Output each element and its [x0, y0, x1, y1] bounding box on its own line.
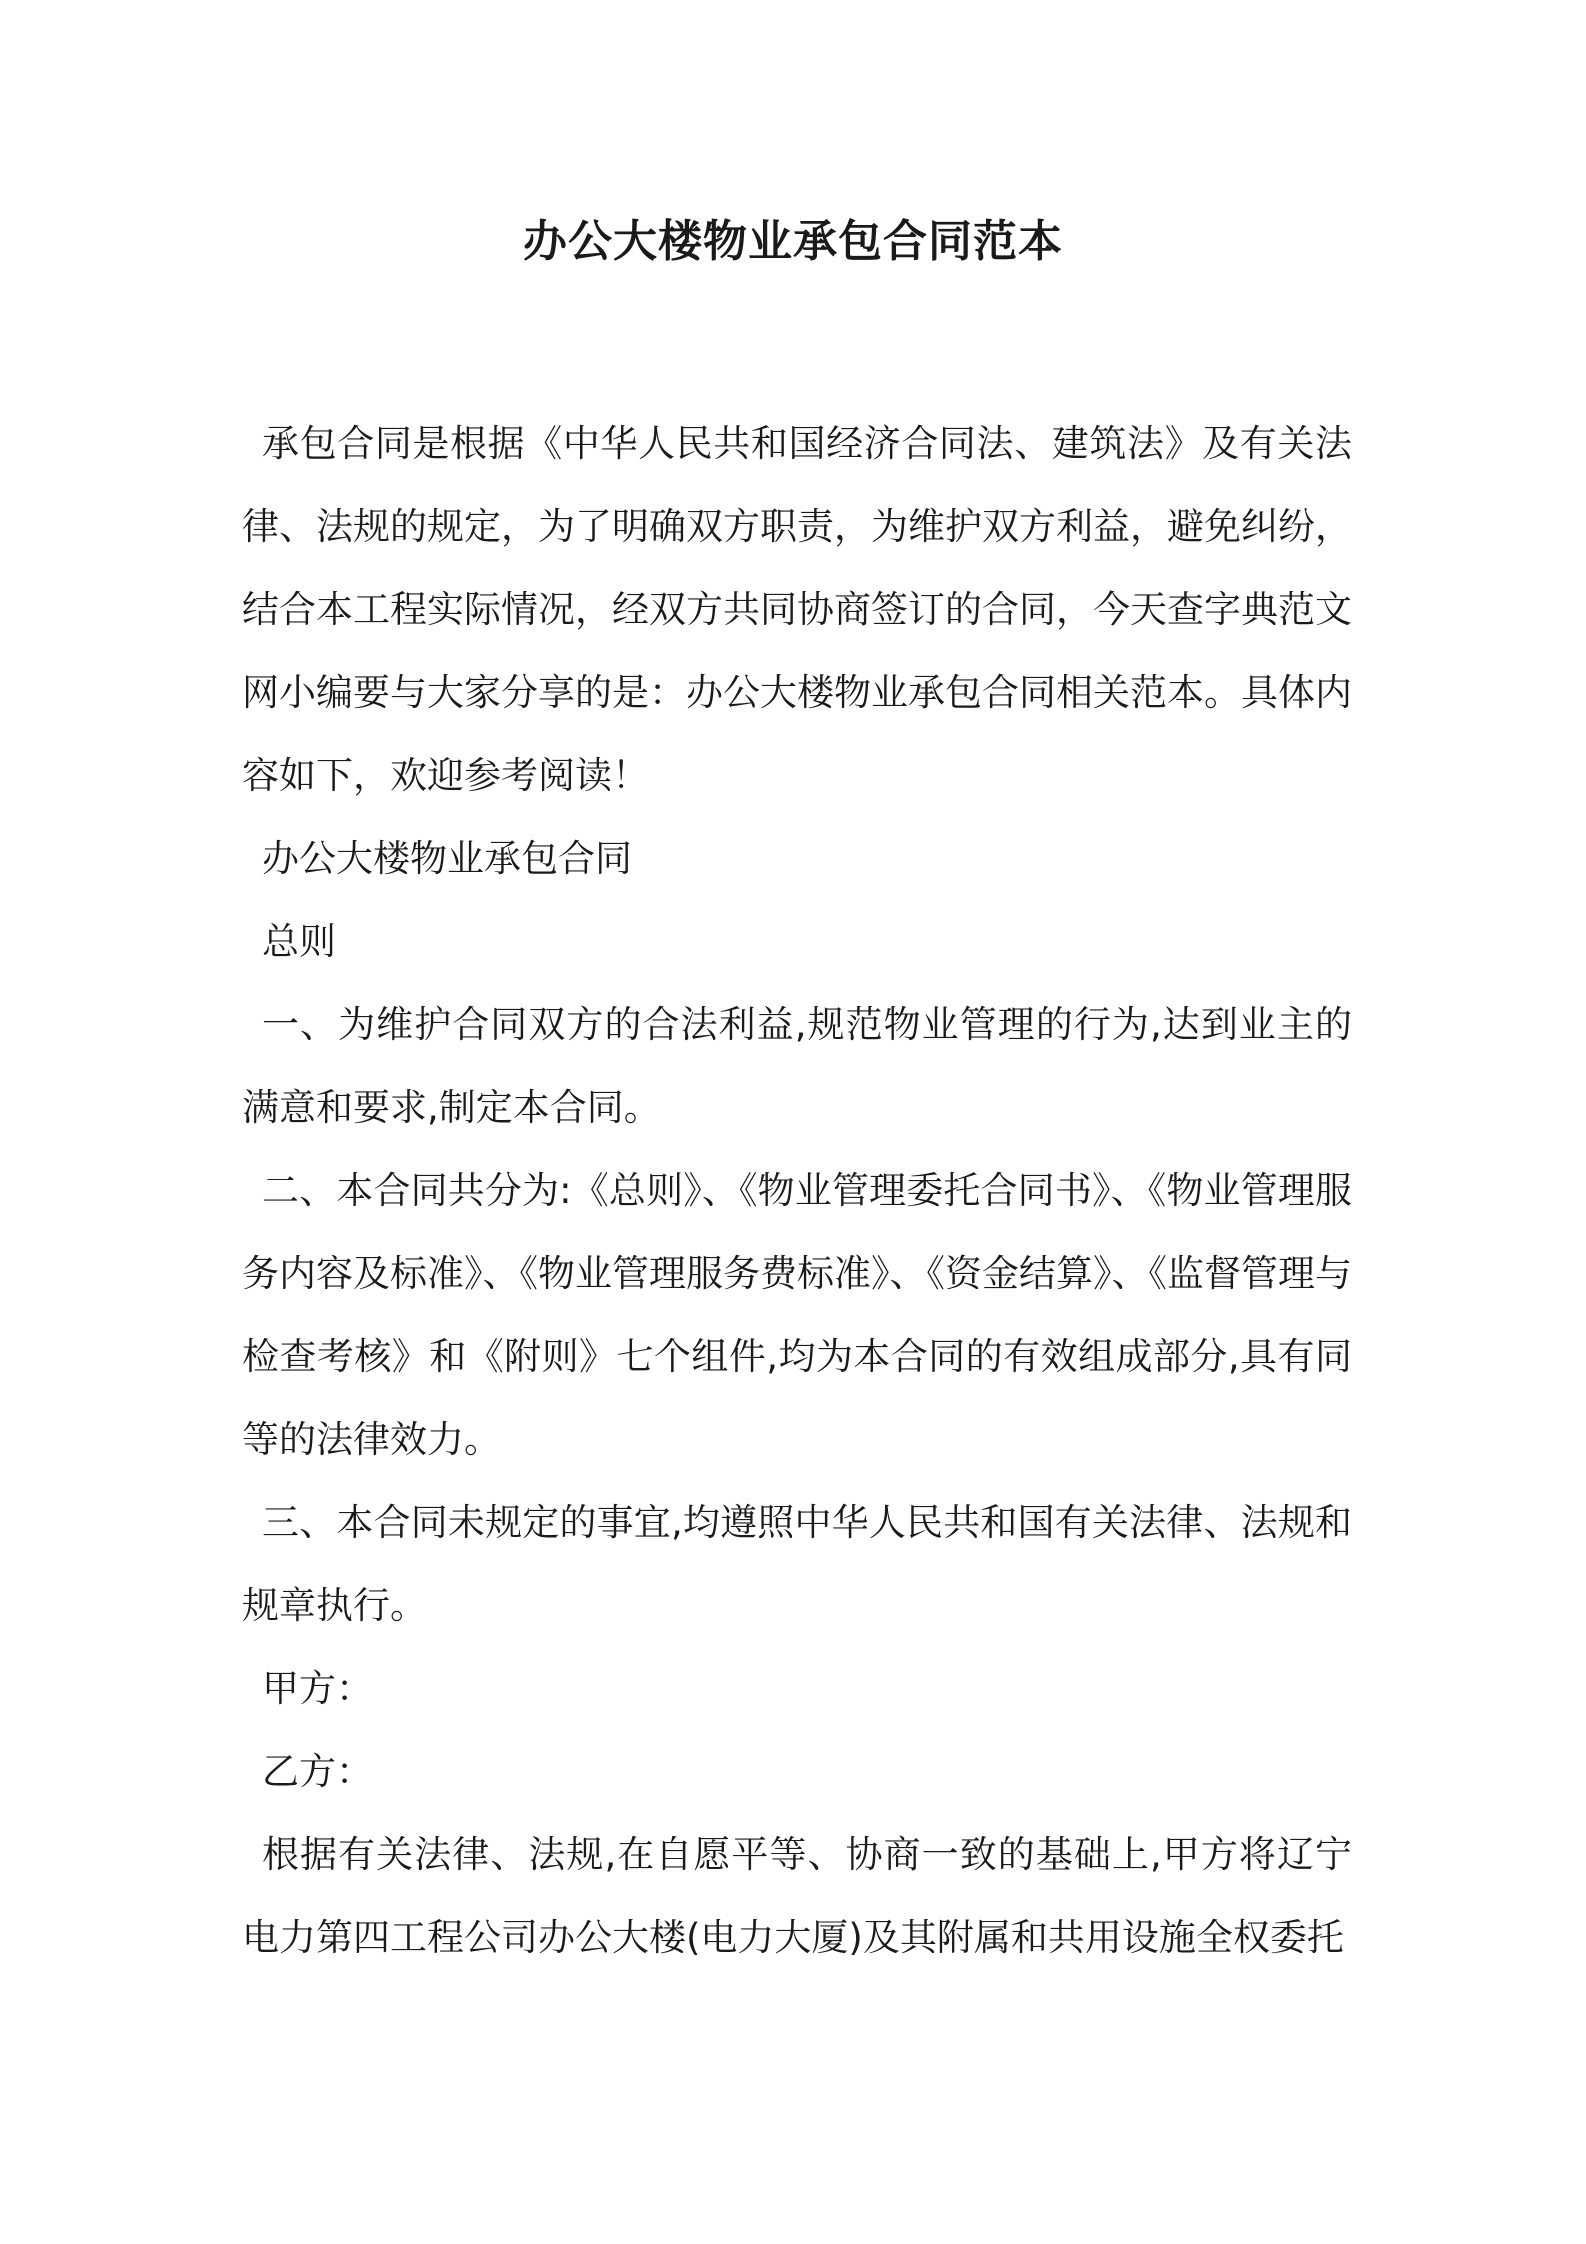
party-a-label: 甲方：: [262, 1667, 373, 1710]
document-body: [242, 402, 1352, 1979]
clause-three: 三、本合同未规定的事宜,均遵照中华人民共和国有关法律、法规和规章执行。: [242, 1501, 1352, 1627]
agreement-paragraph: 根据有关法律、法规,在自愿平等、协商一致的基础上,甲方将辽宁电力第四工程公司办公大楼(电力大厦)及其附属和共用设施全权委托: [242, 1833, 1352, 1959]
party-b-label: 乙方：: [262, 1750, 373, 1793]
clause-two: 二、本合同共分为:《总则》、《物业管理委托合同书》、《物业管理服务内容及标准》、《物业管理服务费标准》、《资金结算》、《监督管理与检查考核》和《附则》七个组件,均为本合同的有效组成部分,具有同等的法律效力。: [242, 1169, 1352, 1461]
document-title: 办公大楼物业承包合同范本: [523, 216, 1063, 267]
section-heading-general: 总则: [262, 920, 336, 963]
intro-paragraph: 承包合同是根据《中华人民共和国经济合同法、建筑法》及有关法律、法规的规定，为了明确双方职责，为维护双方利益，避免纠纷，结合本工程实际情况，经双方共同协商签订的合同，今天查字典范文网小编要与大家分享的是：办公大楼物业承包合同相关范本。具体内容如下，欢迎参考阅读！: [242, 422, 1352, 797]
contract-heading: 办公大楼物业承包合同: [262, 837, 632, 880]
clause-one: 一、为维护合同双方的合法利益,规范物业管理的行为,达到业主的满意和要求,制定本合同。: [242, 1003, 1352, 1129]
